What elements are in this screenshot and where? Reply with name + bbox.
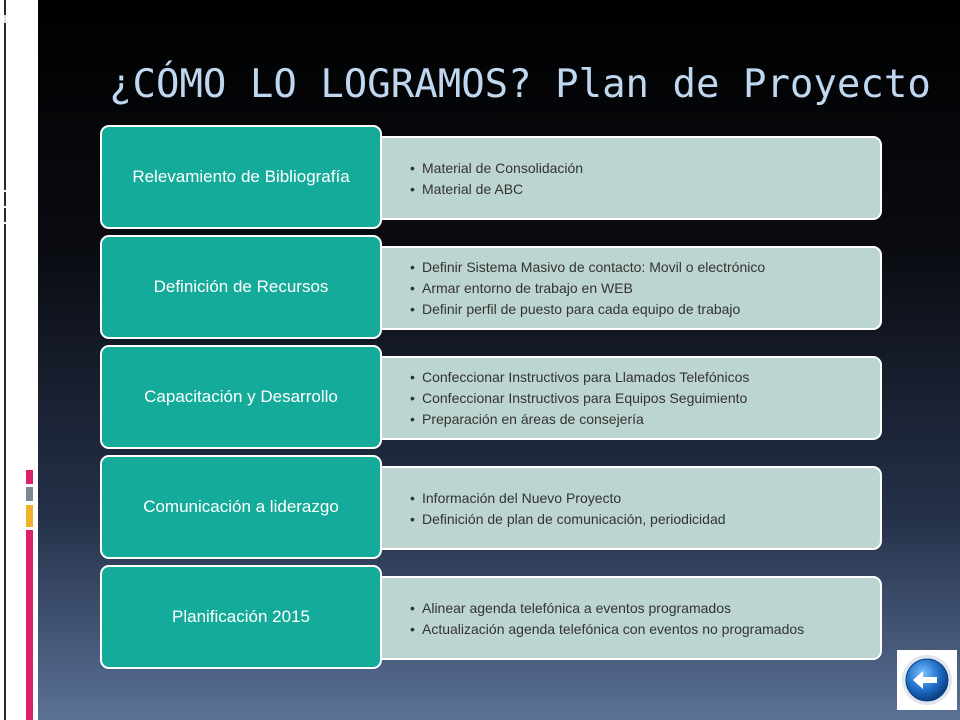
plan-heading-1: Relevamiento de Bibliografía (100, 125, 382, 229)
plan-heading-4: Comunicación a liderazgo (100, 455, 382, 559)
plan-heading-3: Capacitación y Desarrollo (100, 345, 382, 449)
bullet-item: • Alinear agenda telefónica a eventos programados (410, 599, 866, 617)
back-button[interactable] (897, 650, 957, 710)
bullet-list (374, 156, 866, 201)
bullet-list (374, 596, 866, 641)
plan-detail-2 (372, 246, 882, 330)
plan-heading-5: Planificación 2015 (100, 565, 382, 669)
accent-bar-pink (26, 470, 33, 484)
bullet-item: • Definir perfil de puesto para cada equipo de trabajo (410, 300, 866, 318)
slide-title: ¿CÓMO LO LOGRAMOS? Plan de Proyecto (109, 62, 931, 107)
bullet-item: • Actualización agenda telefónica con eventos no programados (410, 620, 866, 638)
bullet-item: • Material de Consolidación (410, 159, 866, 177)
plan-detail-3 (372, 356, 882, 440)
accent-bar-pink-long (26, 530, 33, 720)
bullet-item: • Definir Sistema Masivo de contacto: Movil o electrónico (410, 258, 866, 276)
left-ornament-top (0, 15, 36, 23)
plan-detail-4 (372, 466, 882, 550)
bullet-item: • Definición de plan de comunicación, periodicidad (410, 510, 866, 528)
left-ornament-bar (17, 0, 20, 230)
accent-bar-orange (26, 505, 33, 527)
left-ornament-rule (0, 222, 38, 224)
accent-bar-gray (26, 487, 33, 501)
plan-detail-1 (372, 136, 882, 220)
bullet-item: • Información del Nuevo Proyecto (410, 489, 866, 507)
bullet-item: • Preparación en áreas de consejería (410, 410, 866, 428)
bullet-list (374, 255, 866, 321)
bullet-item: • Material de ABC (410, 180, 866, 198)
left-ornament-stripes (26, 0, 34, 230)
plan-heading-2: Definición de Recursos (100, 235, 382, 339)
bullet-list (374, 486, 866, 531)
left-ornament-rule (0, 190, 38, 192)
bullet-item: • Confeccionar Instructivos para Llamados Telefónicos (410, 368, 866, 386)
bullet-item: • Armar entorno de trabajo en WEB (410, 279, 866, 297)
plan-detail-5 (372, 576, 882, 660)
left-divider-line (4, 0, 6, 720)
back-arrow-icon (897, 650, 957, 710)
bullet-item: • Confeccionar Instructivos para Equipos Seguimiento (410, 389, 866, 407)
left-ornament-rule (0, 206, 38, 208)
bullet-list (374, 365, 866, 431)
